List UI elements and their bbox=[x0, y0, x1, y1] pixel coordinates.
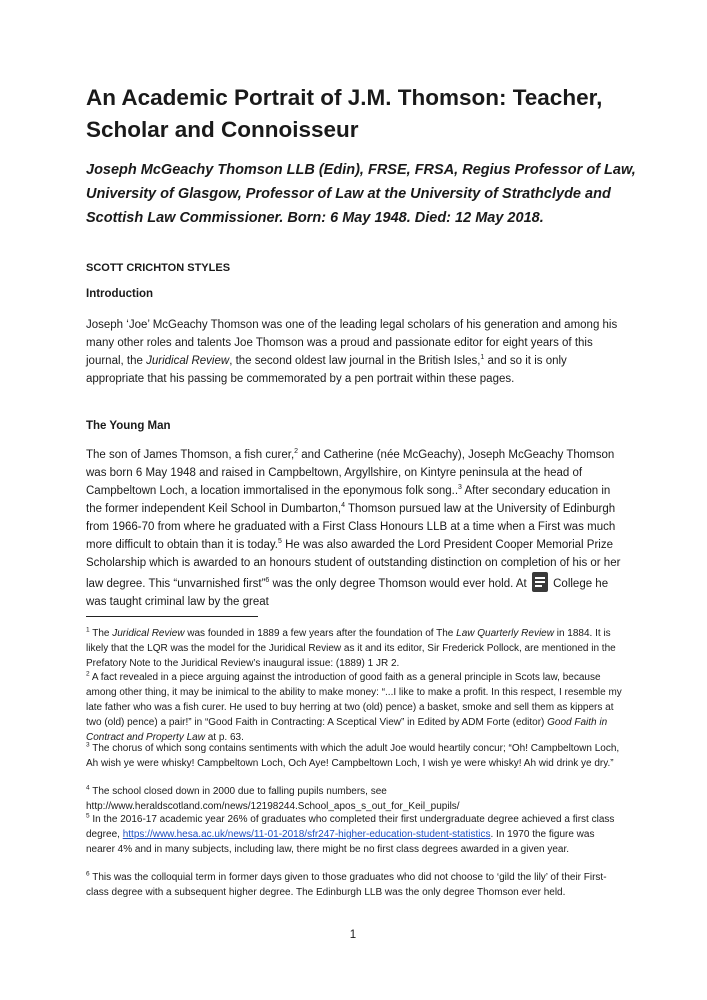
footnote-number: 2 bbox=[86, 670, 90, 678]
text-run: , the second oldest law journal in the British Isles, bbox=[229, 355, 481, 367]
footnote-5 bbox=[86, 812, 626, 857]
footnote-ref-5[interactable]: 5 bbox=[278, 538, 282, 546]
footnote-1 bbox=[86, 626, 626, 671]
footnote-4 bbox=[86, 784, 626, 814]
footnote-text: was founded in 1889 a few years after the foundation of The bbox=[184, 628, 457, 639]
text-run: and so it is only appropriate that his passing be commemorated by a pen portrait within these pages. bbox=[86, 355, 567, 385]
text-run: College he was taught criminal law by the great bbox=[86, 578, 609, 608]
section-heading-introduction: Introduction bbox=[86, 288, 154, 300]
footnote-3 bbox=[86, 741, 626, 771]
footnote-ref-4[interactable]: 4 bbox=[341, 502, 345, 510]
footnote-text: The school closed down in 2000 due to falling pupils numbers, see http://www.heraldscotland.com/news/12198244.School_apos_s_out_for_Keil_pupils/ bbox=[86, 786, 460, 812]
footnote-ref-1[interactable]: 1 bbox=[480, 354, 485, 362]
footnote-text: . In 1970 the figure was nearer 4% and in many subjects, including law, there might be no first class degrees awarded in a given year. bbox=[86, 829, 595, 855]
footnote-italic: Juridical Review bbox=[112, 628, 185, 639]
hesa-statistics-link[interactable]: https://www.hesa.ac.uk/news/11-01-2018/sfr247-higher-education-student-statistics bbox=[122, 829, 491, 840]
journal-name: Juridical Review bbox=[146, 355, 230, 367]
footnote-separator bbox=[86, 616, 258, 617]
footnote-number: 5 bbox=[86, 812, 90, 820]
footnote-ref-2[interactable]: 2 bbox=[294, 448, 299, 456]
text-run: After secondary education in the former independent Keil School in Dumbarton, bbox=[86, 485, 611, 515]
article-title: An Academic Portrait of J.M. Thomson: Teacher, Scholar and Connoisseur bbox=[86, 85, 603, 142]
note-icon[interactable] bbox=[532, 572, 548, 592]
footnote-text: In the 2016-17 academic year 26% of graduates who completed their first undergraduate degree achieved a first class degree, bbox=[86, 814, 615, 840]
text-run: and Catherine (née McGeachy), Joseph McGeachy Thomson was born 6 May 1948 and raised in Campbeltown, Argyllshire, on Kintyre peninsula at the head of Campbeltown Loch, a location immortalised in the eponymous folk song.. bbox=[86, 449, 615, 497]
text-run: Joseph ‘Joe’ McGeachy Thomson was one of the leading legal scholars of his generation and among his many other roles and talents Joe Thomson was a proud and passionate editor for eight years of this journal, the bbox=[86, 319, 618, 367]
footnote-number: 1 bbox=[86, 626, 90, 634]
author-name: SCOTT CRICHTON STYLES bbox=[86, 262, 231, 274]
section-heading-young-man: The Young Man bbox=[86, 420, 171, 432]
footnote-number: 4 bbox=[86, 784, 90, 792]
footnote-2 bbox=[86, 670, 626, 745]
footnote-text: at p. 63. bbox=[204, 732, 244, 743]
footnote-6 bbox=[86, 870, 626, 900]
article-subtitle: Joseph McGeachy Thomson LLB (Edin), FRSE, FRSA, Regius Professor of Law, University of Glasgow, Professor of Law at the University of Strathclyde and Scottish Law Commissioner. Born: 6 May 1948. Died: 12 May 2018. bbox=[86, 162, 636, 226]
young-man-paragraph bbox=[86, 446, 626, 611]
footnote-text: The bbox=[89, 628, 113, 639]
text-run: He was also awarded the Lord President Cooper Memorial Prize Scholarship which is awarded to an honours student of outstanding distinction on completion of his or her law degree. This “unvarnished first” bbox=[86, 539, 621, 590]
footnote-number: 3 bbox=[86, 741, 90, 749]
text-run: The son of James Thomson, a fish curer, bbox=[86, 449, 295, 461]
footnote-text: This was the colloquial term in former days given to those graduates who did not choose to ‘gild the lily’ of their First-class degree with a subsequent higher degree. The Edinburgh LLB was the only degree Thomson ever held. bbox=[86, 872, 607, 898]
page-number: 1 bbox=[349, 929, 357, 941]
text-run: was the only degree Thomson would ever hold. At bbox=[269, 578, 530, 590]
footnote-italic: Good Faith in Contract and Property Law bbox=[86, 717, 608, 743]
footnote-text: A fact revealed in a piece arguing against the introduction of good faith as a general principle in Scots law, because among other thing, it may be inimical to the ability to make money: “...I like to make a profit. In this respect, I resemble my late father who was a fish curer. He used to buy herring at two (old) pence) a basket, smoke and sell them as kippers at two (old) pence) a pair!” in “Good Faith in Contracting: A Sceptical View” in Edited by ADM Forte (editor) bbox=[86, 672, 622, 728]
footnote-italic: Law Quarterly Review bbox=[456, 628, 554, 639]
footnote-ref-6[interactable]: 6 bbox=[265, 577, 270, 585]
footnote-number: 6 bbox=[86, 870, 90, 878]
footnote-text: in 1884. It is likely that the LQR was the model for the Juridical Review as it and its editor, Sir Frederick Pollock, are mentioned in the Prefatory Note to the Juridical Review’s inaugural issue: (1889) 1 JR 2. bbox=[86, 628, 616, 669]
text-run: Thomson pursued law at the University of Edinburgh from 1966-70 from where he graduated with a First Class Honours LLB at a time when a First was much more difficult to obtain than it is today. bbox=[86, 503, 616, 551]
intro-paragraph bbox=[86, 316, 626, 388]
footnote-text: The chorus of which song contains sentiments with which the adult Joe would heartily concur; “Oh! Campbeltown Loch, Ah wish ye were whisky! Campbeltown Loch, Och Aye! Campbeltown Loch, I wish ye were whisky! Ah wid drink ye dry.” bbox=[86, 743, 620, 769]
footnote-ref-3[interactable]: 3 bbox=[458, 484, 462, 492]
